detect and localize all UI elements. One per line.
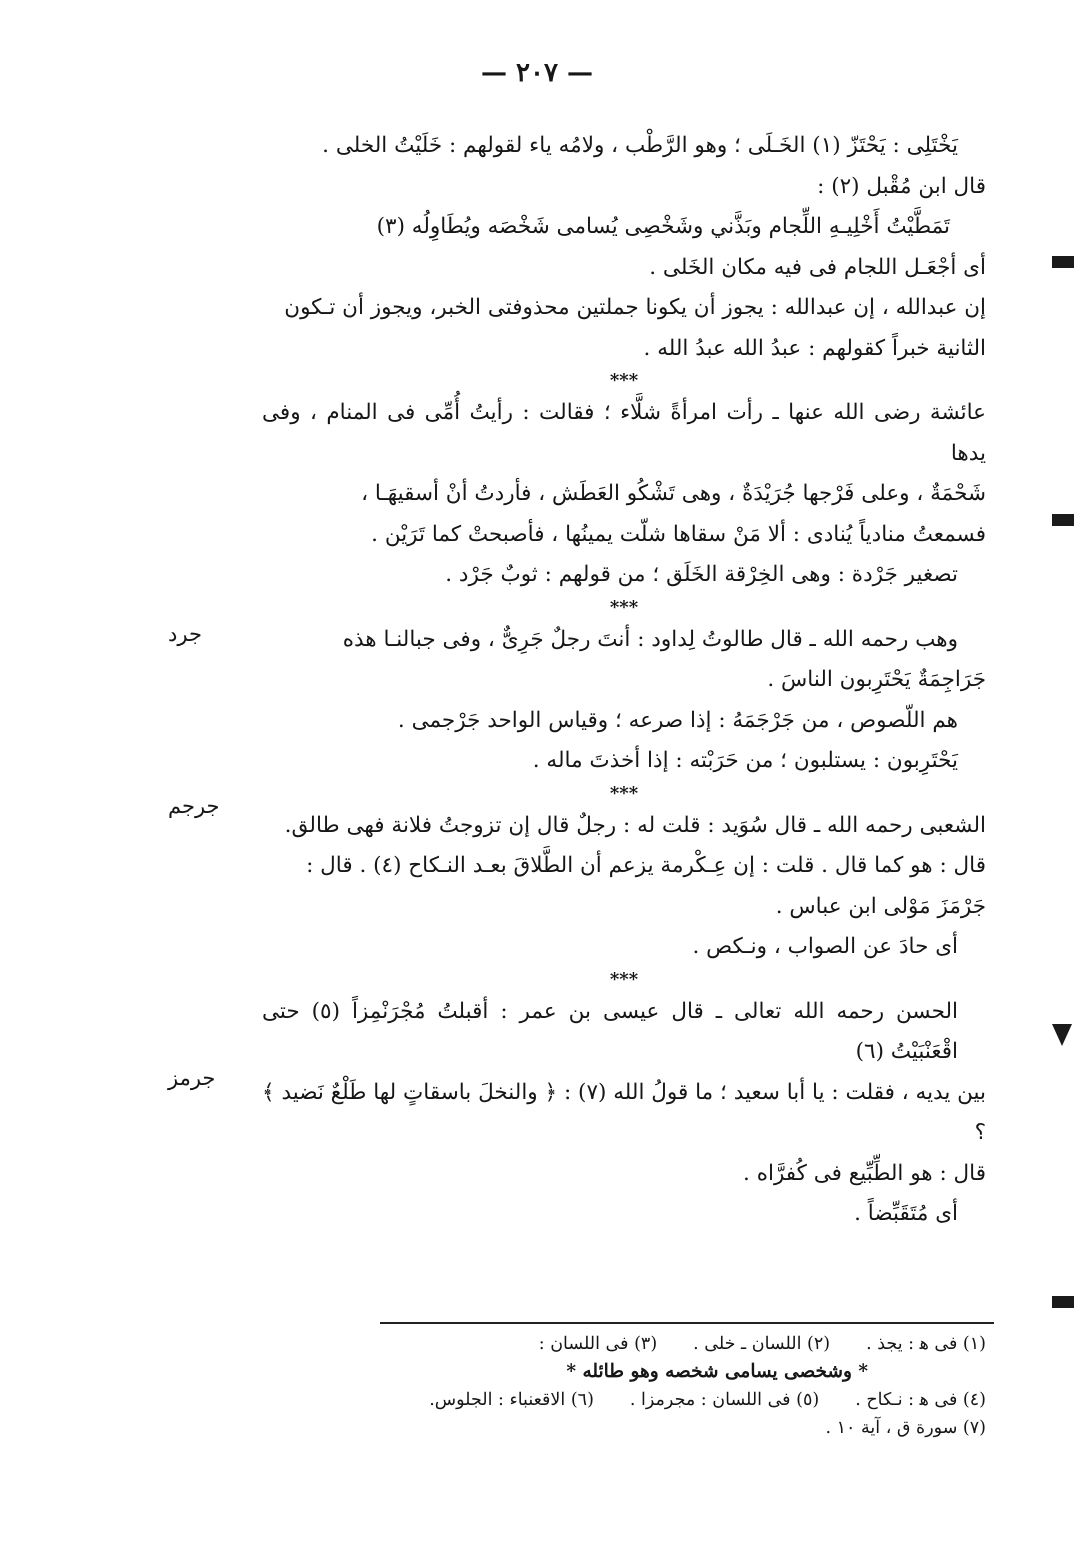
text-line: جَرْمَزَ مَوْلى ابن عباس .	[775, 893, 986, 919]
text-line: جَرَاجِمَةٌ يَحْتَرِبون الناسَ .	[767, 667, 986, 692]
text-line: يَخْتَلِى : يَحْتَزّ (١) الخَـلَى ؛ وهو الرَّطْب ، ولامُه ياء لقولهم : خَلَيْتُ الخلى .	[322, 133, 958, 158]
page-edge-mark	[1052, 256, 1074, 268]
text-line: الثانية خبراً كقولهم : عبدُ الله عبدُ الله .	[643, 335, 986, 361]
text-line: أى أجْعَـل اللجام فى فيه مكان الخَلى .	[649, 254, 986, 280]
page-edge-mark	[1052, 1296, 1074, 1308]
footnote: (٥) فى اللسان : مجرمزا .	[629, 1390, 820, 1410]
main-text	[262, 126, 986, 1235]
footnote: (٢) اللسان ـ خلى .	[693, 1334, 831, 1354]
text-line: شَحْمَةٌ ، وعلى فَرْجها جُرَيْدَةٌ ، وهى تَشْكُو العَطَش ، فأردتُ أنْ أسقيهَـا ،	[361, 481, 986, 506]
margin-root-word: جرمز	[168, 1066, 216, 1090]
text-line: إن عبدالله ، إن عبدالله : يجوز أن يكونا جملتين محذوفتى الخبر، ويجوز أن تـكون	[284, 295, 986, 320]
text-line: الشعبى رحمه الله ـ قال سُوَيد : قلت له : رجلٌ قال إن تزوجتُ فلانة فهى طالق.	[284, 812, 986, 838]
section-separator: ***	[609, 968, 639, 990]
footnote: (١) فى ﻫ : يجذ .	[866, 1334, 986, 1354]
margin-root-word: جرد	[168, 622, 202, 646]
text-line: قال ابن مُقْبل (٢) :	[817, 173, 986, 199]
footnotes	[346, 1330, 986, 1442]
footnote: (٣) فى اللسان :	[538, 1334, 658, 1354]
margin-root-word: جرجم	[168, 794, 220, 818]
text-line: عائشة رضى الله عنها ـ رأت امرأةً شلَّاء ؛ فقالت : رأيتُ أُمِّى فى المنام ، وفى يدها	[262, 400, 986, 466]
text-line: فسمعتُ منادياً يُنادى : ألا مَنْ سقاها شلّت يمينُها ، فأصبحتْ كما تَرَيْن .	[371, 521, 986, 547]
section-separator: ***	[609, 596, 639, 618]
text-line: وهب رحمه الله ـ قال طالوتُ لِداود : أنتَ رجلٌ جَرِىٌّ ، وفى جبالنـا هذه	[342, 626, 958, 652]
text-line: قال : هو الطِّبِّيع فى كُفرَّاه .	[743, 1160, 986, 1186]
text-line: تصغير جَرْدة : وهى الخِرْقة الخَلَق ؛ من قولهم : ثوبٌ جَرْد .	[445, 562, 958, 587]
footnote-row: (٧) سورة ق ، آية ١٠ .	[825, 1418, 986, 1438]
text-line: هم اللّصوص ، من جَرْجَمَهُ : إذا صرعه ؛ وقياس الواحد جَرْجمى .	[397, 707, 958, 733]
text-line: قال : هو كما قال . قلت : إن عِـكْرمة يزعم أن الطَّلاقَ بعـد النـكاح (٤) . قال :	[306, 853, 986, 878]
footnote: (٤) فى ﻫ : نـكاح .	[855, 1390, 986, 1410]
page-edge-mark	[1052, 1024, 1072, 1046]
section-separator: ***	[609, 370, 639, 391]
text-line: الحسن رحمه الله تعالى ـ قال عيسى بن عمر : أقبلتُ مُجْرَنْمِزاً (٥) حتى اقْعَنْبَيْتُ (٦)	[262, 998, 958, 1064]
text-line: أى مُتَقَبِّضاً .	[854, 1201, 958, 1226]
page-edge-mark	[1052, 514, 1074, 526]
footnote-divider	[380, 1322, 994, 1324]
section-separator: ***	[609, 782, 639, 804]
footnote-row	[346, 1330, 986, 1358]
verse-line: تَمَطَّيْتُ أَخْلِيـهِ اللِّجام وبَذَّني وشَخْصِى يُسامى شَخْصَه ويُطَاوِلُه (٣)	[376, 214, 950, 239]
text-line: بين يديه ، فقلت : يا أبا سعيد ؛ ما قولُ الله (٧) : ﴿ والنخلَ باسقاتٍ لها طَلْعٌ نَضيد ﴾ ؟	[262, 1079, 986, 1145]
page-number: — ٢٠٧ —	[480, 58, 594, 88]
text-line: يَحْتَرِبون : يستلبون ؛ من حَرَبْته : إذا أخذتَ ماله .	[532, 748, 958, 773]
text-line: أى حادَ عن الصواب ، ونـكص .	[692, 934, 958, 959]
footnote-verse: * وشخصى يسامى شخصه وهو طائله *	[566, 1361, 868, 1382]
footnote: (٦) الاقعنباء : الجلوس.	[429, 1390, 594, 1410]
footnote-row	[346, 1386, 986, 1414]
